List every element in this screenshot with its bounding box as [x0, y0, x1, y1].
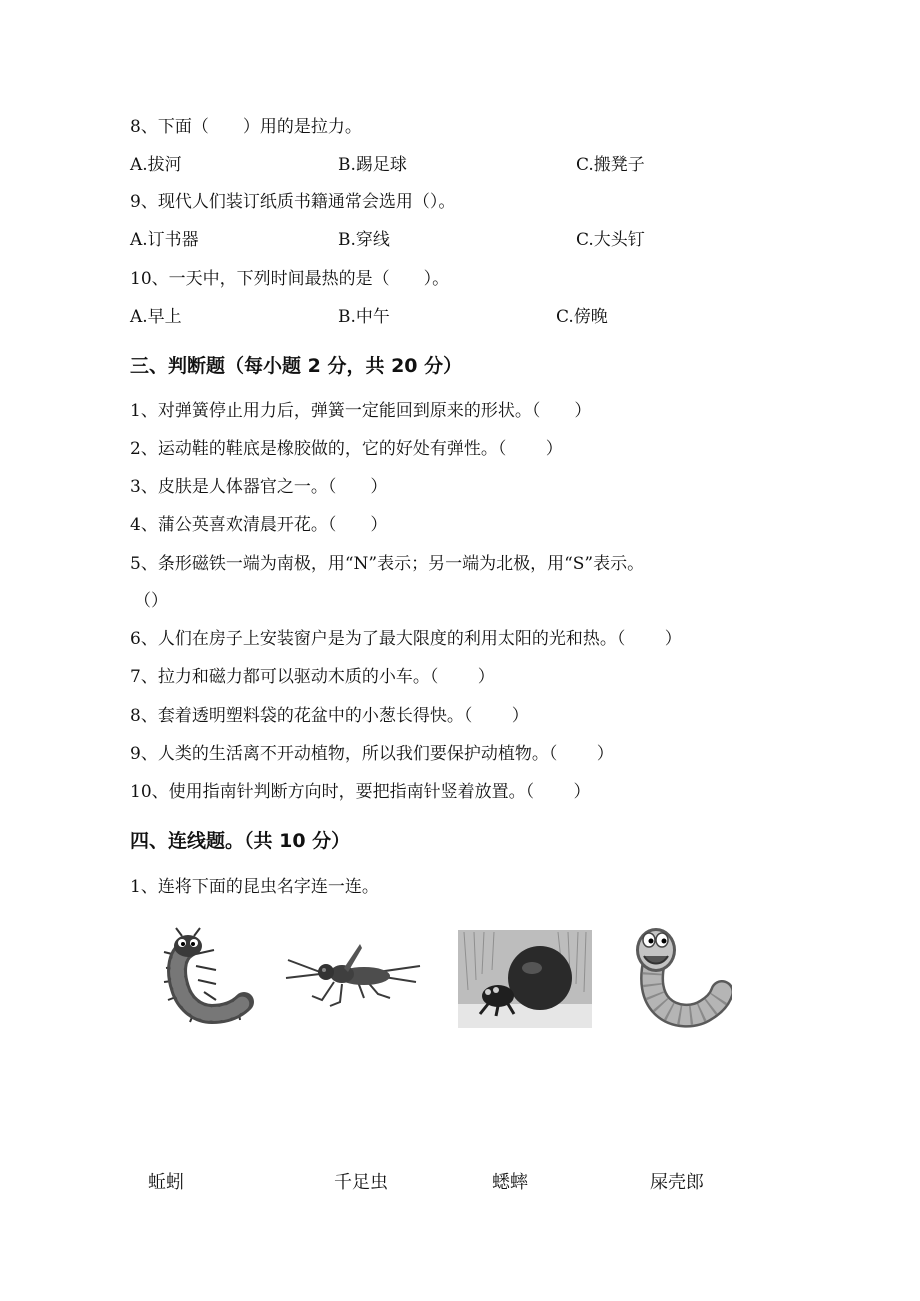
millipede-image: [150, 926, 260, 1034]
q8-option-a: A.拔河: [130, 155, 182, 175]
judge-item-4: 4、蒲公英喜欢清晨开花。（ ）: [130, 515, 388, 535]
cricket-image: [282, 938, 424, 1018]
q8-option-b: B.踢足球: [338, 155, 407, 175]
judge-item-6: 6、人们在房子上安装窗户是为了最大限度的利用太阳的光和热。（ ）: [130, 629, 682, 649]
judge-item-7: 7、拉力和磁力都可以驱动木质的小车。（ ）: [130, 667, 495, 687]
judge-item-2: 2、运动鞋的鞋底是橡胶做的，它的好处有弹性。（ ）: [130, 439, 563, 459]
judge-item-1: 1、对弹簧停止用力后，弹簧一定能回到原来的形状。（ ）: [130, 401, 592, 421]
q9-option-c: C.大头钉: [576, 230, 645, 250]
q10-option-a: A.早上: [130, 307, 182, 327]
question-10: 10、一天中，下列时间最热的是（ ）。: [130, 269, 450, 289]
q9-option-a: A.订书器: [130, 230, 199, 250]
dung-beetle-image: [458, 930, 592, 1028]
name-cricket: 蟋蟀: [492, 1172, 528, 1193]
earthworm-image: [622, 922, 732, 1034]
name-earthworm: 蚯蚓: [148, 1172, 184, 1193]
question-8: 8、下面（ ）用的是拉力。: [130, 117, 362, 137]
judge-item-8: 8、套着透明塑料袋的花盆中的小葱长得快。（ ）: [130, 706, 529, 726]
section-match-heading: 四、连线题。（共 10 分）: [130, 830, 351, 852]
judge-item-9: 9、人类的生活离不开动植物，所以我们要保护动植物。（ ）: [130, 744, 614, 764]
question-9: 9、现代人们装订纸质书籍通常会选用（）。: [130, 192, 456, 212]
judge-item-5: 5、条形磁铁一端为南极，用“N”表示；另一端为北极，用“S”表示。: [130, 554, 645, 574]
name-millipede: 千足虫: [334, 1172, 388, 1193]
q10-option-c: C.傍晚: [556, 307, 608, 327]
match-instruction: 1、连将下面的昆虫名字连一连。: [130, 877, 379, 897]
q8-option-c: C.搬凳子: [576, 155, 645, 175]
judge-item-10: 10、使用指南针判断方向时，要把指南针竖着放置。（ ）: [130, 782, 591, 802]
judge-item-3: 3、皮肤是人体器官之一。（ ）: [130, 477, 388, 497]
name-dung-beetle: 屎壳郎: [650, 1172, 704, 1193]
q9-option-b: B.穿线: [338, 230, 390, 250]
section-judge-heading: 三、判断题（每小题 2 分，共 20 分）: [130, 355, 463, 377]
judge-item-5-blank: （）: [134, 591, 168, 611]
q10-option-b: B.中午: [338, 307, 390, 327]
